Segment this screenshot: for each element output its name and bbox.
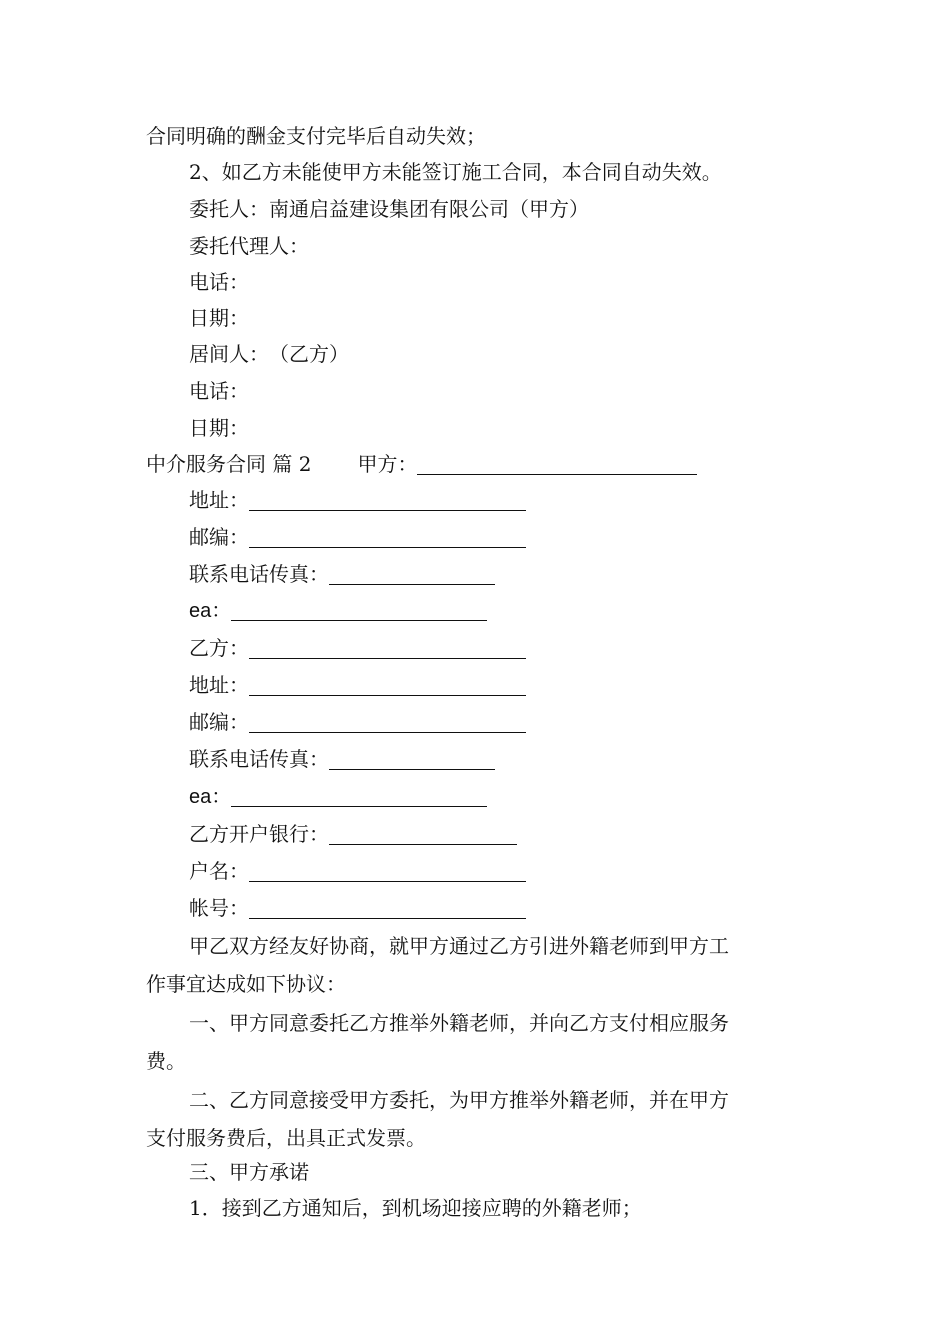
blank-line [249, 673, 526, 696]
text-line: 委托代理人： [189, 234, 309, 258]
blank-line [249, 896, 526, 919]
form-field [189, 779, 855, 815]
section-heading [146, 446, 812, 482]
text-line: 电话： [189, 270, 249, 294]
field-label: 邮编： [189, 525, 249, 549]
form-field [189, 741, 855, 777]
form-field [189, 704, 855, 740]
field-label: 联系电话传真： [189, 562, 329, 586]
blank-line [249, 710, 526, 733]
text-line: 费。 [146, 1049, 186, 1073]
field-label: ea： [189, 786, 232, 808]
form-field [189, 519, 855, 555]
blank-line [231, 784, 487, 807]
blank-line [329, 747, 495, 770]
blank-line [249, 525, 526, 548]
blank-line [417, 452, 697, 475]
blank-line [249, 636, 526, 659]
blank-line [231, 598, 487, 621]
blank-line [329, 822, 517, 845]
form-field [189, 593, 855, 629]
blank-line [249, 859, 526, 882]
field-label: 帐号： [189, 896, 249, 920]
field-label: 地址： [189, 488, 249, 512]
text-line: 日期： [189, 306, 249, 330]
field-label: 邮编： [189, 710, 249, 734]
text-line: 委托人：南通启益建设集团有限公司（甲方） [189, 197, 589, 221]
form-field [189, 890, 855, 926]
field-label: 地址： [189, 673, 249, 697]
text-line: 1．接到乙方通知后，到机场迎接应聘的外籍老师； [189, 1196, 642, 1220]
text-line: 2、如乙方未能使甲方未能签订施工合同，本合同自动失效。 [189, 160, 722, 184]
text-line: 支付服务费后，出具正式发票。 [146, 1126, 426, 1150]
text-line: 日期： [189, 416, 249, 440]
section-title: 中介服务合同 篇 2 [146, 452, 312, 476]
field-label: 乙方： [189, 636, 249, 660]
blank-line [329, 562, 495, 585]
text-line: 电话： [189, 379, 249, 403]
blank-line [249, 488, 526, 511]
form-field [189, 853, 855, 889]
field-label: ea： [189, 600, 232, 622]
field-label: 乙方开户银行： [189, 822, 329, 846]
text-line: 二、乙方同意接受甲方委托，为甲方推举外籍老师，并在甲方 [189, 1088, 729, 1112]
text-line: 三、甲方承诺 [189, 1160, 309, 1184]
text-line: 甲乙双方经友好协商，就甲方通过乙方引进外籍老师到甲方工 [189, 934, 729, 958]
field-label: 联系电话传真： [189, 747, 329, 771]
text-line: 居间人： （乙方） [189, 342, 349, 366]
text-line: 合同明确的酬金支付完毕后自动失效； [146, 124, 486, 148]
form-field [189, 667, 855, 703]
text-line: 作事宜达成如下协议： [146, 972, 346, 996]
form-field [189, 816, 855, 852]
form-field [189, 630, 855, 666]
form-field [189, 556, 855, 592]
form-field [189, 482, 855, 518]
party-a-label: 甲方： [357, 452, 418, 476]
field-label: 户名： [189, 859, 249, 883]
text-line: 一、甲方同意委托乙方推举外籍老师，并向乙方支付相应服务 [189, 1011, 729, 1035]
